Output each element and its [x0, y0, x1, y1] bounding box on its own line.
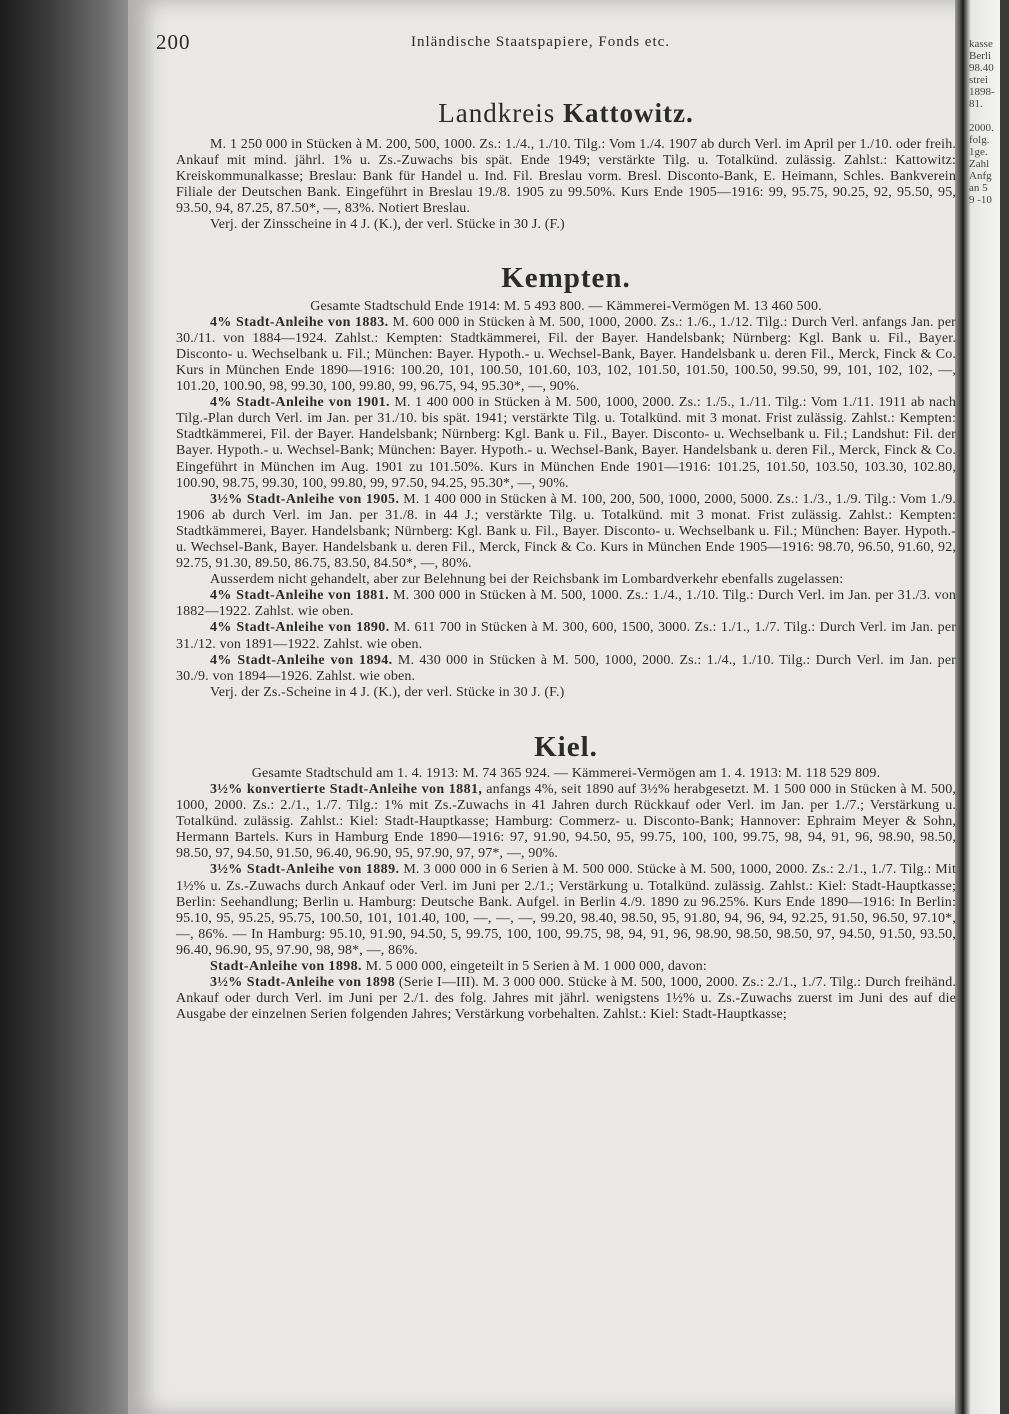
kempten-loan-1883 [176, 315, 956, 395]
loan-title: 3½% Stadt-Anleihe von 1898 [210, 975, 396, 991]
heading-main: Kattowitz. [563, 98, 694, 128]
loan-text: M. 430 000 in Stücken à M. 500, 1000, 2000. Zs.: 1./4., 1./10. Tilg.: Durch Verl. im Jan. per 30./9. von 1894—1926. Zahlst. wie oben. [176, 652, 956, 684]
kempten-loan-1881 [176, 588, 956, 620]
loan-text: M. 3 000 000 in 6 Serien à M. 500 000. Stücke à M. 500, 1000, 2000. Zs.: 2./1., 1./7. Tilg.: Mit 1½% u. Zs.-Zuwachs durch Ankauf oder Verl. im Juni per 2./1.; Verstärkung u. Totalkünd. zulässig. Zahlst.: Kiel: Stadt-Hauptkasse; Berlin: Seehandlung; Berlin u. Hamburg: Deutsche Bank. Aufgel. in Berlin 4./9. 1890 zu 96.25%. Kurs Ende 1890—1916: In Berlin: 95.10, 95, 95.25, 95.75, 100.50, 101, 101.40, 100, —, —, —, 99.20, 98.40, 98.50, 95, 91.80, 94, 96, 94, 92.25, 91.50, 96.50, 97.10*, —, 86%. — In Hamburg: 95.10, 91.90, 94.50, 5, 99.75, 100, 100, 99.75, 98, 94, 91, 96, 98.90, 98.50, 98.50, 97, 94.50, 91.50, 93.50, 96.40, 96.90, 95, 97.90, 98, 98*, —, 86%. [176, 862, 956, 958]
section-heading-kiel: Kiel. [534, 730, 598, 763]
kempten-loan-1901 [176, 395, 956, 492]
loan-text: M. 600 000 in Stücken à M. 500, 1000, 2000. Zs.: 1./6., 1./12. Tilg.: Durch Verl. anfangs Jan. per 30./11. von 1884—1924. Zahlst.: Kempten: Stadtkämmerei, Fil. der Bayer. Handelsbank; Nürnberg: Kgl. Bank u. Fil., Bayer. Disconto- u. Wechselbank u. Fil.; München: Bayer. Hypoth.- u. Wechsel-Bank, Bayer. Handelsbank u. deren Fil., Merck, Finck & Co. Kurs in München Ende 1890—1916: 100.20, 101, 100.50, 101.60, 103, 102, 101.50, 101.50, 100.50, 99.50, 99, 101, 102, 102, —, 101.20, 100.90, 98, 99.30, 100, 99.80, 99, 96.75, 94, 95.30*, —, 90%. [176, 314, 956, 395]
kiel-loan-1881 [176, 782, 956, 862]
kiel-loan-1898 [176, 959, 956, 975]
running-title: Inländische Staatspapiere, Fonds etc. [411, 34, 671, 50]
kempten-lombard-note: Ausserdem nicht gehandelt, aber zur Belehnung bei der Reichsbank im Lombardverkehr ebenfalls zugelassen: [210, 572, 844, 588]
kempten-loan-1890 [176, 620, 956, 652]
kempten-verjaehrung: Verj. der Zs.-Scheine in 4 J. (K.), der verl. Stücke in 30 J. (F.) [210, 684, 565, 700]
loan-title: 3½% konvertierte Stadt-Anleihe von 1881, [210, 782, 483, 797]
loan-text: M. 611 700 in Stücken à M. 300, 600, 1500, 3000. Zs.: 1./1., 1./7. Tilg.: Durch Verl. im Jan. per 31./12. von 1891—1922. Zahlst. wie oben. [176, 620, 957, 652]
loan-title: Stadt-Anleihe von 1898. [210, 959, 362, 975]
loan-text: M. 300 000 in Stücken à M. 500, 1000. Zs.: 1./4., 1./10. Tilg.: Durch Verl. im Jan. per 31./3. von 1882—1922. Zahlst. wie oben. [176, 588, 956, 620]
loan-title: 4% Stadt-Anleihe von 1883. [210, 314, 389, 330]
kiel-loan-1898-series-1-3 [176, 975, 956, 1023]
loan-text: M. 5 000 000, eingeteilt in 5 Serien à M. 1 000 000, davon: [365, 959, 707, 975]
kempten-debt-summary: Gesamte Stadtschuld Ende 1914: M. 5 493 800. — Kämmerei-Vermögen M. 13 460 500. [310, 298, 822, 314]
loan-title: 3½% Stadt-Anleihe von 1889. [210, 862, 400, 878]
loan-title: 4% Stadt-Anleihe von 1894. [210, 652, 393, 668]
section-heading-kattowitz [176, 98, 956, 129]
loan-text: (Serie I—III). M. 3 000 000. Stücke à M. 500, 1000, 2000. Zs.: 2./1., 1./7. Tilg.: Durch freihänd. Ankauf oder durch Verl. im Juni per 2./1. des folg. Jahres mit jährl. wenigstens 1½% u. Zs.-Zuwachs zuerst im Juni des auf die Ausgabe der einzelnen Serien folgenden Jahres; Verstärkung vorbehalten. Zahlst.: Kiel: Stadt-Hauptkasse; [176, 975, 956, 1023]
loan-title: 4% Stadt-Anleihe von 1890. [210, 620, 390, 636]
loan-title: 3½% Stadt-Anleihe von 1905. [210, 491, 400, 507]
page-number: 200 [156, 30, 191, 54]
page-content [156, 28, 957, 1408]
kiel-loan-1889 [176, 862, 956, 959]
loan-title: 4% Stadt-Anleihe von 1901. [210, 395, 390, 411]
facing-page-text-fragments: kasse Berli 98.40 strei 1898- 81. 2000. folg. 1ge. Zahl Anfg an 5 9 -10 [969, 38, 995, 206]
section-heading-kempten: Kempten. [501, 261, 631, 294]
kattowitz-verjaehrung: Verj. der Zinsscheine in 4 J. (K.), der verl. Stücke in 30 J. (F.) [210, 217, 565, 233]
kempten-loan-1905 [176, 492, 956, 572]
running-header [156, 28, 956, 56]
kattowitz-loan-text: M. 1 250 000 in Stücken à M. 200, 500, 1000. Zs.: 1./4., 1./10. Tilg.: Vom 1./4. 1907 ab durch Verl. im April per 1./10. oder freih. Ankauf mit mind. jährl. 1% u. Zs.-Zuwachs bis spät. Ende 1949; verstärkte Tilg. u. Totalkünd. zulässig. Zahlst.: Kattowitz: Kreiskommunalkasse; Breslau: Bank für Handel u. Ind. Fil. Breslau vorm. Bresl. Disconto-Bank, E. Heimann, Schles. Bankverein Filiale der Deutschen Bank. Eingeführt in Breslau 19./8. 1905 zu 99.50%. Kurs Ende 1905—1916: 99, 95.75, 90.25, 92, 95.50, 95, 93.50, 94, 87.25, 87.50*, —, 83%. Notiert Breslau. [176, 137, 956, 217]
loan-text: M. 1 400 000 in Stücken à M. 100, 200, 500, 1000, 2000, 5000. Zs.: 1./3., 1./9. Tilg.: Vom 1./9. 1906 ab durch Verl. im Jan. per 31./8. in 44 J.; verstärkte Tilg. u. Totalkünd. mit 3 monat. Frist zulässig. Zahlst.: Kempten: Stadtkämmerei, Bayer. Handelsbank; Nürnberg: Kgl. Bank u. Fil., Bayer. Disconto- u. Wechselbank u. Fil.; München: Bayer. Hypoth.- u. Wechsel-Bank, Bayer. Handelsbank u. deren Fil., Merck, Finck & Co. Kurs in München Ende 1905—1916: 98.70, 96.50, 91.60, 92, 92.75, 91.30, 89.50, 86.75, 83.50, 84.50*, —, 80%. [176, 491, 956, 572]
heading-prefix: Landkreis [438, 98, 556, 128]
loan-text: M. 1 400 000 in Stücken à M. 500, 1000, 2000. Zs.: 1./5., 1./11. Tilg.: Vom 1./11. 1911 ab nach Tilg.-Plan durch Verl. im Jan. per 31./10. bis spät. 1941; verstärkte Tilg. u. Totalkünd. mit 3 monat. Frist zulässig. Zahlst.: Kempten: Stadtkämmerei, Fil. der Bayer. Handelsbank; Nürnberg: Kgl. Bank u. Fil., Bayer. Disconto- u. Wechselbank u. Fil.; Landshut: Fil. der Bayer. Hypoth.- u. Wechsel-Bank; München: Bayer. Hypoth.- u. Wechsel-Bank, Bayer. Handelsbank u. deren Fil., Merck, Finck & Co. Eingeführt in München im Aug. 1901 zu 101.50%. Kurs in München Ende 1901—1916: 101.25, 101.50, 103.50, 103.30, 102.80, 100.90, 98.75, 99.30, 100, 99.80, 99, 97.50, 94.25, 95.30*, —, 90%. [176, 395, 957, 491]
kiel-debt-summary: Gesamte Stadtschuld am 1. 4. 1913: M. 74 365 924. — Kämmerei-Vermögen am 1. 4. 1913: M. 118 529 809. [251, 765, 881, 781]
loan-text: anfangs 4%, seit 1890 auf 3½% herabgesetzt. M. 1 500 000 in Stücken à M. 500, 1000, 2000. Zs.: 2./1., 1./7. Tilg.: 1% mit Zs.-Zuwachs in 41 Jahren durch Rückkauf oder Verl. im Jan. per 1./7.; Verstärkung u. Totalkünd. zulässig. Zahlst.: Kiel: Stadt-Hauptkasse; Hamburg: Commerz- u. Disconto-Bank; Hannover: Ephraim Meyer & Sohn, Hermann Bartels. Kurs in Hamburg Ende 1890—1916: 97, 91.90, 94.50, 95, 99.75, 100, 100, 99.75, 98, 94, 91, 96, 98.90, 98.50, 98.50, 97, 94.50, 91.50, 96.40, 96.90, 95, 97.90, 97, 97*, —, 90%. [176, 782, 956, 862]
facing-page-edge [955, 0, 1000, 1414]
kempten-loan-1894 [176, 653, 956, 685]
loan-title: 4% Stadt-Anleihe von 1881. [210, 588, 390, 604]
